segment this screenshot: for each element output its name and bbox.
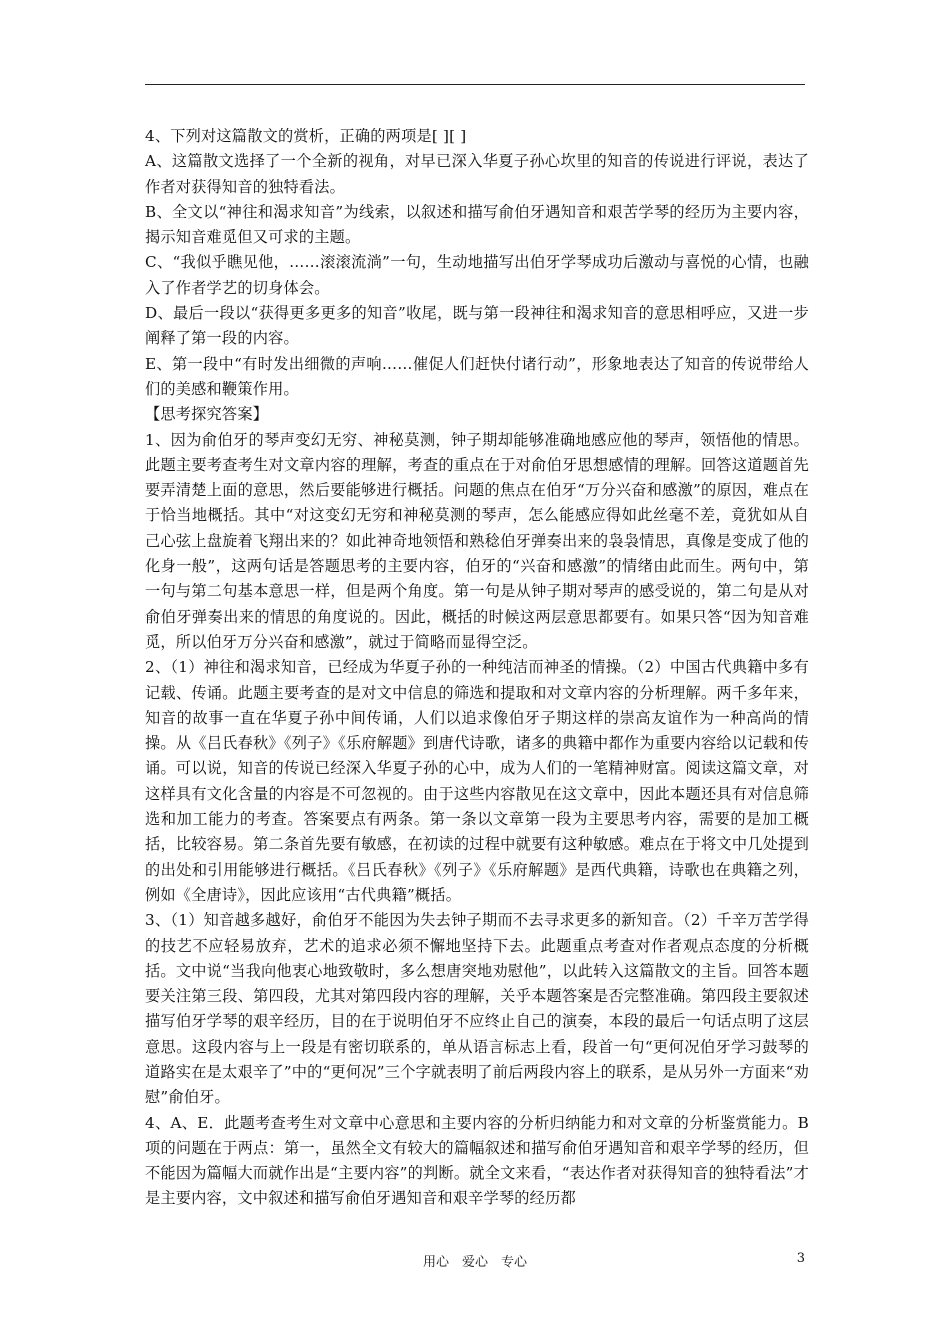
page-footer <box>0 1251 950 1271</box>
answer-2: 2、（1）神往和渴求知音，已经成为华夏子孙的一种纯洁而神圣的情操。（2）中国古代典籍中多有记载、传诵。此题主要考查的是对文中信息的筛选和提取和对文章内容的分析理解。两千多年来，知音的故事一直在华夏子孙中间传诵，人们以追求像伯牙子期这样的崇高友谊作为一种高尚的情操。从《吕氏春秋》《列子》《乐府解题》到唐代诗歌，诸多的典籍中都作为重要内容给以记载和传诵。可以说，知音的传说已经深入华夏子孙的心中，成为人们的一笔精神财富。阅读这篇文章，对这样具有文化含量的内容是不可忽视的。由于这些内容散见在这文章中，因此本题还具有对信息筛选和加工能力的考查。答案要点有两条。第一条以文章第一段为主要思考内容，需要的是加工概括，比较容易。第二条首先要有敏感，在初读的过程中就要有这种敏感。难点在于将文中几处提到的出处和引用能够进行概括。《吕氏春秋》《列子》《乐府解题》是西代典籍，诗歌也在典籍之列，例如《全唐诗》，因此应该用“古代典籍”概括。 <box>145 658 809 904</box>
answer-1: 1、因为俞伯牙的琴声变幻无穷、神秘莫测，钟子期却能够准确地感应他的琴声，领悟他的情思。此题主要考查考生对文章内容的理解，考查的重点在于对俞伯牙思想感情的理解。回答这道题首先要弄清楚上面的意思，然后要能够进行概括。问题的焦点在伯牙“万分兴奋和感激”的原因，难点在于恰当地概括。其中“对这变幻无穷和神秘莫测的琴声，怎么能感应得如此丝毫不差，竟犹如从自己心弦上盘旋着飞翔出来的？如此神奇地领悟和熟稔伯牙弹奏出来的袅袅情思，真像是变成了他的化身一般”，这两句话是答题思考的主要内容，伯牙的“兴奋和感激”的情绪由此而生。两句中，第一句与第二句基本意思一样，但是两个角度。第一句是从钟子期对琴声的感受说的，第二句是从对俞伯牙弹奏出来的情思的角度说的。因此，概括的时候这两层意思都要有。如果只答“因为知音难觅，所以伯牙万分兴奋和感激”，就过于简略而显得空泛。 <box>145 430 809 651</box>
option-d: D、最后一段以“获得更多更多的知音”收尾，既与第一段神往和渴求知音的意思相呼应，又进一步阐释了第一段的内容。 <box>145 304 809 348</box>
option-c: C、“我似乎瞧见他，……滚滚流淌”一句，生动地描写出伯牙学琴成功后激动与喜悦的心情，也融入了作者学艺的切身体会。 <box>145 253 809 297</box>
document-body <box>145 124 809 1212</box>
option-e: E、第一段中“有时发出细微的声响……催促人们赶快付诸行动”，形象地表达了知音的传说带给人们的美感和鞭策作用。 <box>145 354 809 398</box>
header-rule <box>145 84 805 85</box>
question-4: 4、下列对这篇散文的赏析，正确的两项是[ ][ ] <box>145 127 467 145</box>
footer-text: 用心 爱心 专心 <box>422 1255 527 1270</box>
answer-4: 4、A、E．此题考查考生对文章中心意思和主要内容的分析归纳能力和对文章的分析鉴赏能力。B项的问题在于两点：第一，虽然全文有较大的篇幅叙述和描写俞伯牙遇知音和艰辛学琴的经历，但不能因为篇幅大而就作出是“主要内容”的判断。就全文来看，“表达作者对获得知音的独特看法”才是主要内容，文中叙述和描写俞伯牙遇知音和艰辛学琴的经历都 <box>145 1113 809 1208</box>
page-number: 3 <box>796 1251 805 1266</box>
option-a: A、这篇散文选择了一个全新的视角，对早已深入华夏子孙心坎里的知音的传说进行评说，表达了作者对获得知音的独特看法。 <box>145 152 809 196</box>
answers-heading: 【思考探究答案】 <box>145 405 269 424</box>
option-b: B、全文以“神往和渴求知音”为线索，以叙述和描写俞伯牙遇知音和艰苦学琴的经历为主要内容，揭示知音难觅但又可求的主题。 <box>145 202 809 247</box>
answer-3: 3、（1）知音越多越好，俞伯牙不能因为失去钟子期而不去寻求更多的新知音。（2）千辛万苦学得的技艺不应轻易放弃，艺术的追求必须不懈地坚持下去。此题重点考查对作者观点态度的分析概括。文中说“当我向他衷心地致敬时，多么想唐突地劝慰他”，以此转入这篇散文的主旨。回答本题要关注第三段、第四段，尤其对第四段内容的理解，关乎本题答案是否完整准确。第四段主要叙述描写伯牙学琴的艰辛经历，目的在于说明伯牙不应终止自己的演奏，本段的最后一句话点明了这层意思。这段内容与上一段是有密切联系的，单从语言标志上看，段首一句“更何况伯牙学习鼓琴的道路实在是太艰辛了”中的“更何况”三个字就表明了前后两段内容上的联系，是从另外一方面来“劝慰”俞伯牙。 <box>145 911 809 1107</box>
